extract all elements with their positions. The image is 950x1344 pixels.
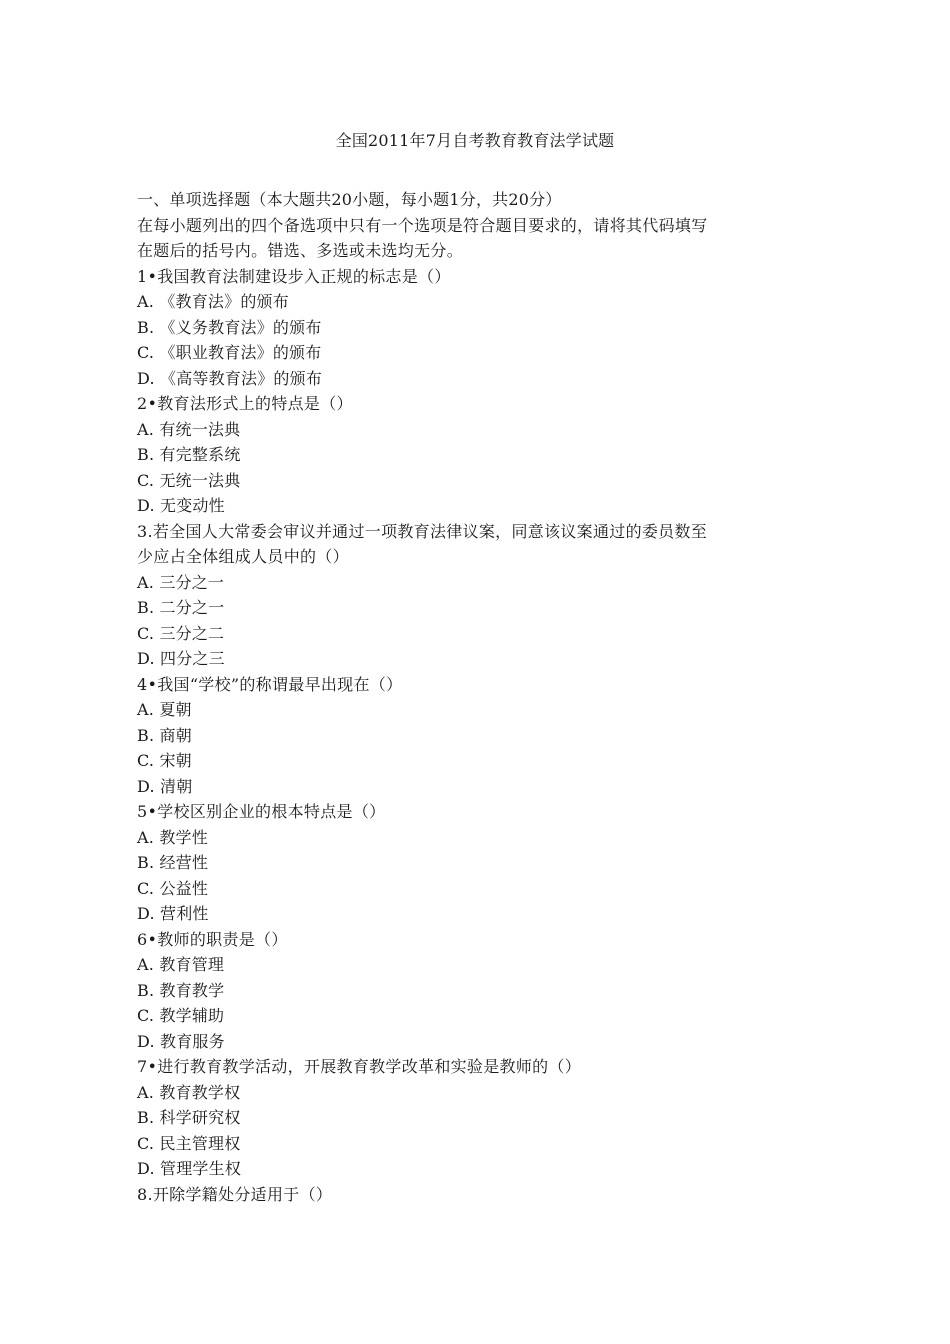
option-a: A. 《教育法》的颁布 bbox=[137, 292, 289, 311]
question-7 bbox=[137, 1054, 817, 1182]
option-a: A. 教育管理 bbox=[137, 955, 225, 974]
question-stem: 3.若全国人大常委会审议并通过一项教育法律议案，同意该议案通过的委员数至 bbox=[137, 521, 708, 541]
option-b: B. 教育教学 bbox=[137, 980, 225, 1000]
option-a: A. 三分之一 bbox=[137, 572, 225, 592]
option-c: C. 《职业教育法》的颁布 bbox=[137, 343, 322, 362]
option-c: C. 民主管理权 bbox=[137, 1133, 241, 1153]
question-stem: 2•教育法形式上的特点是（） bbox=[137, 394, 353, 413]
option-d: D. 四分之三 bbox=[137, 649, 225, 668]
option-a: A. 夏朝 bbox=[137, 700, 192, 719]
option-b: B. 商朝 bbox=[137, 725, 192, 745]
section-heading: 一、单项选择题（本大题共20小题，每小题1分，共20分） bbox=[137, 190, 562, 209]
option-a: A. 教学性 bbox=[137, 827, 208, 847]
option-c: C. 公益性 bbox=[137, 878, 209, 898]
option-b: B. 科学研究权 bbox=[137, 1108, 241, 1127]
option-c: C. 无统一法典 bbox=[137, 470, 241, 490]
instruction-line: 在每小题列出的四个备选项中只有一个选项是符合题目要求的，请将其代码填写 bbox=[137, 215, 708, 235]
question-3 bbox=[137, 519, 817, 672]
option-d: D. 清朝 bbox=[137, 776, 193, 796]
question-4 bbox=[137, 672, 817, 800]
option-d: D. 《高等教育法》的颁布 bbox=[137, 368, 323, 388]
option-b: B. 经营性 bbox=[137, 853, 209, 872]
exam-title: 全国2011年7月自考教育教育法学试题 bbox=[335, 131, 615, 150]
question-stem: 8.开除学籍处分适用于（） bbox=[137, 1184, 333, 1204]
question-stem-continued: 少应占全体组成人员中的（） bbox=[137, 547, 349, 566]
question-stem: 4•我国“学校”的称谓最早出现在（） bbox=[137, 674, 403, 694]
question-8 bbox=[137, 1182, 817, 1208]
question-stem: 1•我国教育法制建设步入正规的标志是（） bbox=[137, 266, 451, 286]
option-a: A. 有统一法典 bbox=[137, 419, 241, 439]
option-d: D. 教育服务 bbox=[137, 1031, 225, 1051]
question-stem: 7•进行教育教学活动，开展教育教学改革和实验是教师的（） bbox=[137, 1057, 582, 1076]
question-5 bbox=[137, 799, 817, 927]
question-1 bbox=[137, 264, 817, 392]
option-a: A. 教育教学权 bbox=[137, 1082, 241, 1102]
option-d: D. 无变动性 bbox=[137, 496, 225, 515]
option-b: B. 《义务教育法》的颁布 bbox=[137, 317, 322, 337]
question-6 bbox=[137, 927, 817, 1055]
option-c: C. 三分之二 bbox=[137, 623, 225, 643]
option-b: B. 有完整系统 bbox=[137, 445, 241, 464]
option-d: D. 管理学生权 bbox=[137, 1159, 242, 1178]
question-stem: 6•教师的职责是（） bbox=[137, 929, 288, 949]
option-c: C. 宋朝 bbox=[137, 751, 192, 770]
question-stem: 5•学校区别企业的根本特点是（） bbox=[137, 802, 386, 821]
option-c: C. 教学辅助 bbox=[137, 1006, 225, 1025]
option-d: D. 营利性 bbox=[137, 904, 209, 923]
exam-content bbox=[137, 187, 817, 1207]
instruction-line: 在题后的括号内。错选、多选或未选均无分。 bbox=[137, 241, 464, 260]
option-b: B. 二分之一 bbox=[137, 598, 225, 617]
question-2 bbox=[137, 391, 817, 519]
